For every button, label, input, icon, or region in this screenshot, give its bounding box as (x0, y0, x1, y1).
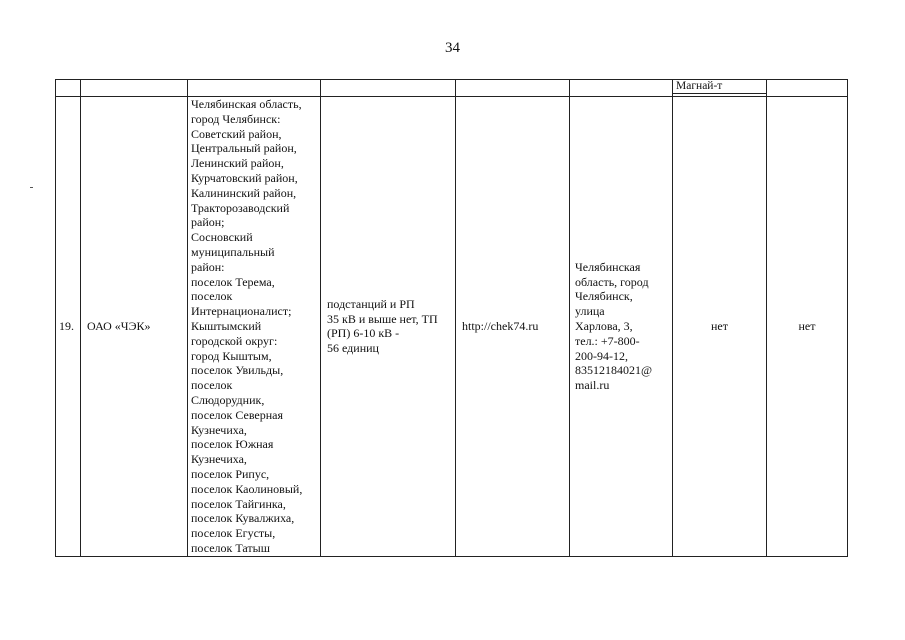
address-line: тел.: +7-800- (575, 333, 640, 348)
address-line: mail.ru (575, 378, 610, 393)
territory-line: Кыштымский (191, 318, 262, 333)
table-row (56, 97, 848, 557)
top-cell-address (570, 80, 673, 97)
territory-line: поселок Татыш (191, 540, 270, 555)
address-line: Челябинская (575, 259, 641, 274)
top-cell-col7-text: Магнай-т (676, 80, 723, 92)
top-cell-website (456, 80, 570, 97)
territory-line: поселок Увильды, (191, 363, 284, 378)
territory-line: Слюдорудник, (191, 392, 265, 407)
territory-line: город Челябинск: (191, 111, 281, 126)
territory-line: Центральный район, (191, 141, 297, 156)
territory-line: Сосновский (191, 230, 253, 245)
territory-line: поселок Южная (191, 437, 274, 452)
margin-mark (30, 187, 33, 188)
address-line: 83512184021@ (575, 363, 653, 378)
address-line: улица (575, 304, 605, 319)
top-cell-organization (81, 80, 188, 97)
territory-line: Ленинский район, (191, 156, 284, 171)
substations-line: 56 единиц (327, 341, 379, 356)
territory-line: Советский район, (191, 126, 282, 141)
address-line: область, город (575, 274, 649, 289)
territory-line: район; (191, 215, 225, 230)
territory-line: поселок Северная (191, 407, 284, 422)
territory-line: Челябинская область, (191, 97, 302, 111)
territory-line: поселок Тайгинка, (191, 496, 286, 511)
page-number: 34 (445, 40, 460, 56)
substations-line: подстанций и РП (327, 296, 415, 311)
top-cell-substations (321, 80, 456, 97)
address-line: Челябинск, (575, 289, 633, 304)
website-cell: http://chek74.ru (456, 97, 570, 557)
registry-table (55, 79, 848, 557)
territory-line: поселок Терема, (191, 274, 275, 289)
territory-line: поселок Кувалжиха, (191, 511, 295, 526)
territory-line: муниципальный (191, 244, 275, 259)
territory-line: Кузнечиха, (191, 452, 247, 467)
territory-line: город Кыштым, (191, 348, 272, 363)
address-cell (570, 97, 673, 557)
substations-line: 35 кВ и выше нет, ТП (327, 311, 438, 326)
territory-line: городской округ: (191, 333, 278, 348)
row-number: 19. (56, 97, 81, 557)
territory-line: поселок (191, 378, 233, 393)
territory-line: поселок Егусты, (191, 526, 276, 541)
col7-value: нет (673, 97, 767, 557)
territory-line: Тракторозаводский (191, 200, 290, 215)
territory-line: район: (191, 259, 225, 274)
top-cell-col8 (767, 80, 848, 97)
top-cell-number (56, 80, 81, 97)
territory-cell (188, 97, 321, 557)
top-cell-territory (188, 80, 321, 97)
top-cell-col7 (673, 80, 767, 97)
substations-cell (321, 97, 456, 557)
territory-line: поселок Каолиновый, (191, 481, 303, 496)
address-line: Харлова, 3, (575, 318, 633, 333)
table-top-row (56, 80, 848, 97)
territory-line: поселок Рипус, (191, 466, 270, 481)
substations-line: (РП) 6-10 кВ - (327, 326, 400, 341)
territory-line: Интернационалист; (191, 304, 292, 319)
organization-name: ОАО «ЧЭК» (81, 97, 188, 557)
territory-line: Курчатовский район, (191, 170, 298, 185)
territory-line: поселок (191, 289, 233, 304)
address-line: 200-94-12, (575, 348, 628, 363)
territory-line: Кузнечиха, (191, 422, 247, 437)
col8-value: нет (767, 97, 848, 557)
territory-line: Калининский район, (191, 185, 297, 200)
